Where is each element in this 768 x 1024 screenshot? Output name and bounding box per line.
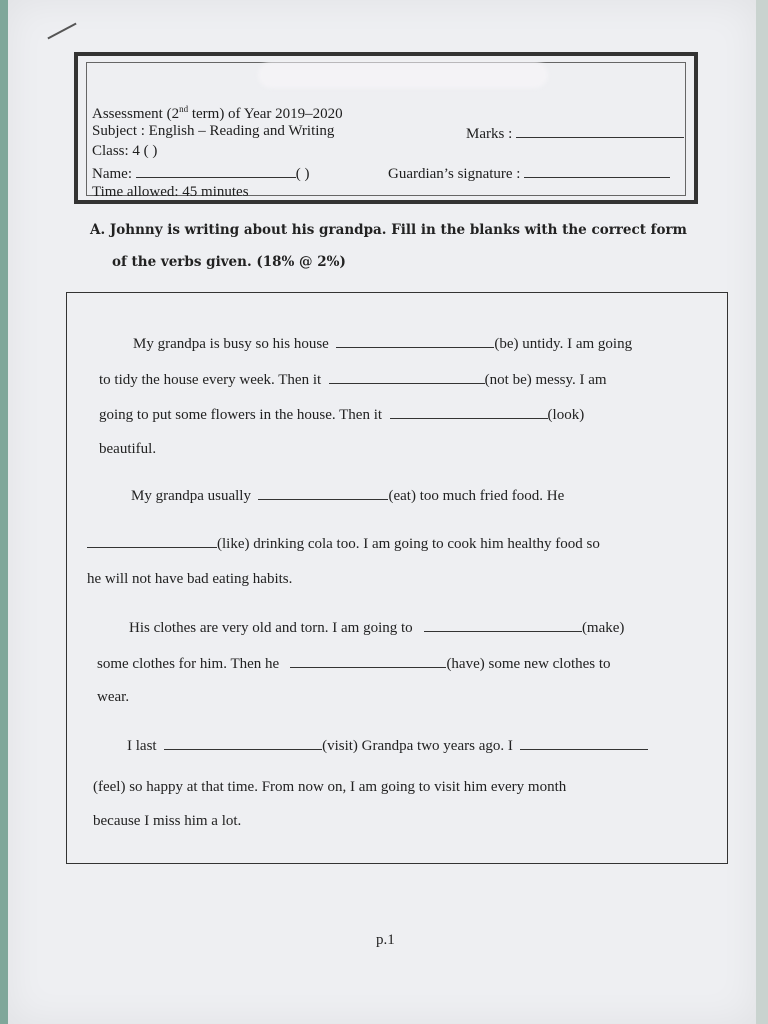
marks-blank[interactable] [516, 123, 684, 138]
passage-line: he will not have bad eating habits. [87, 571, 293, 587]
passage-line: My grandpa usually (eat) too much fried food. He [131, 488, 565, 504]
passage-line: His clothes are very old and torn. I am going to (make) [129, 620, 625, 636]
guardian-field[interactable] [388, 163, 670, 183]
question-a-line1: A. Johnny is writing about his grandpa. Fill in the blanks with the correct form [90, 222, 687, 238]
passage-line: because I miss him a lot. [93, 813, 242, 829]
blank-2[interactable] [329, 371, 485, 384]
name-number-paren: ( ) [295, 166, 310, 182]
blank-8[interactable] [164, 737, 322, 750]
passage-line: to tidy the house every week. Then it (not be) messy. I am [99, 372, 607, 388]
name-label: Name: [92, 166, 132, 182]
blank-7[interactable] [290, 655, 446, 668]
passage-line: (like) drinking cola too. I am going to cook him healthy food so [87, 535, 600, 553]
guardian-label: Guardian’s signature : [388, 166, 521, 182]
blank-1[interactable] [336, 335, 494, 348]
worksheet-page [8, 0, 756, 1024]
passage-line: My grandpa is busy so his house (be) untidy. I am going [133, 336, 633, 352]
passage-box [66, 292, 728, 864]
blank-9[interactable] [520, 737, 648, 750]
name-blank[interactable] [136, 163, 296, 178]
marks-label: Marks : [466, 126, 513, 142]
class-line: Class: 4 ( ) [92, 143, 158, 159]
page-number: p.1 [376, 932, 395, 948]
assessment-line: Assessment (2nd term) of Year 2019–2020 [92, 104, 343, 122]
name-field[interactable] [92, 163, 309, 183]
time-allowed: Time allowed: 45 minutes [92, 184, 249, 200]
guardian-blank[interactable] [524, 163, 670, 178]
pen-mark [47, 23, 76, 40]
blank-3[interactable] [390, 406, 548, 419]
redacted-school-name [258, 62, 548, 88]
passage-line: some clothes for him. Then he (have) some new clothes to [97, 656, 611, 672]
passage-line: going to put some flowers in the house. Then it (look) [99, 407, 585, 423]
passage-line: beautiful. [99, 441, 157, 457]
passage-line: (feel) so happy at that time. From now on, I am going to visit him every month [93, 779, 567, 795]
passage-line: I last (visit) Grandpa two years ago. I [127, 737, 648, 755]
passage-line: wear. [97, 689, 130, 705]
question-a-line2: of the verbs given. (18% @ 2%) [112, 254, 346, 270]
subject-line: Subject : English – Reading and Writing [92, 123, 335, 139]
blank-4[interactable] [258, 487, 388, 500]
header-box [74, 52, 698, 204]
marks-field[interactable] [466, 123, 684, 143]
blank-6[interactable] [424, 619, 582, 632]
question-a-instructions [90, 214, 700, 278]
blank-5[interactable] [87, 535, 217, 548]
